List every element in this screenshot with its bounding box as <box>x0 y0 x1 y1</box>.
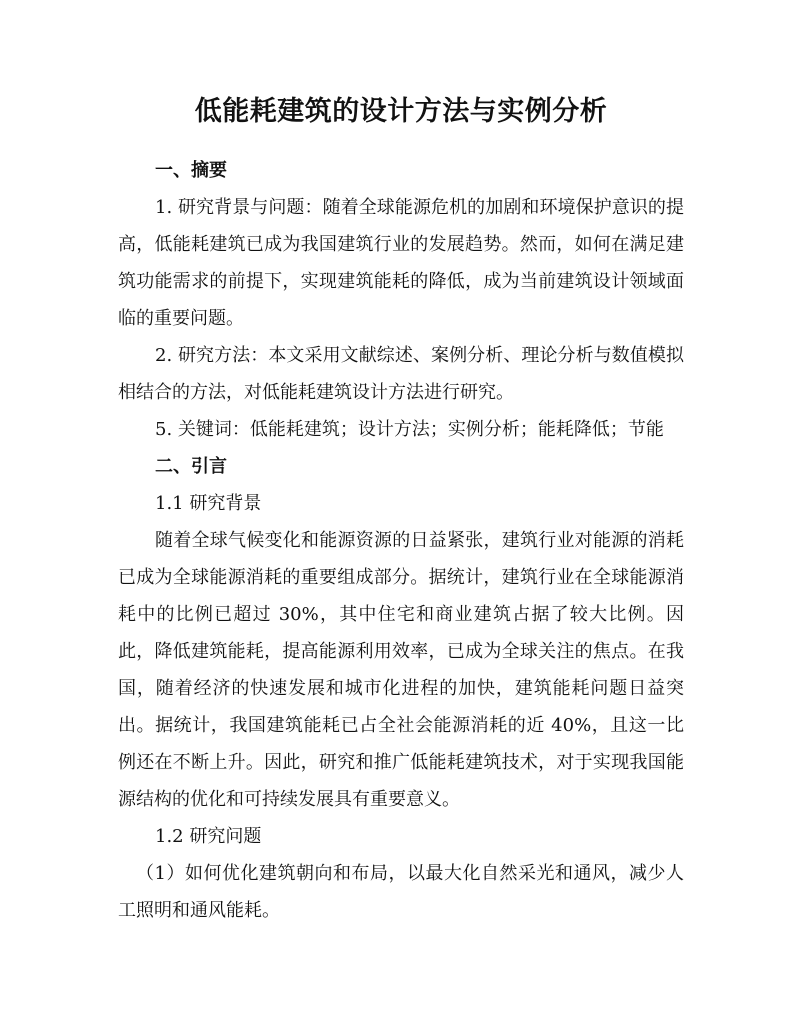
abstract-paragraph-keywords: 5. 关键词：低能耗建筑；设计方法；实例分析；能耗降低；节能 <box>155 419 664 440</box>
document-title: 低能耗建筑的设计方法与实例分析 <box>194 96 608 127</box>
intro-paragraph-background: 随着全球气候变化和能源资源的日益紧张，建筑行业对能源的消耗已成为全球能源消耗的重要组成部分。据统计，建筑行业在全球能源消耗中的比例已超过 30%，其中住宅和商业建筑占据了较大比例。因此，降低建筑能耗，提高能源利用效率，已成为全球关注的焦点。在我国，随着经济的快速发展和城市化进程的加快，建筑能耗问题日益突出。据统计，我国建筑能耗已占全社会能源消耗的近 40%，且这一比例还在不断上升。因此，研究和推广低能耗建筑技术，对于实现我国能源结构的优化和可持续发展具有重要意义。 <box>118 530 684 810</box>
abstract-paragraph-method: 2. 研究方法：本文采用文献综述、案例分析、理论分析与数值模拟相结合的方法，对低能耗建筑设计方法进行研究。 <box>118 345 684 403</box>
section-heading-intro: 二、引言 <box>155 456 227 477</box>
subsection-heading-questions: 1.2 研究问题 <box>155 826 262 847</box>
document-page <box>118 92 684 929</box>
question-item-1: （1）如何优化建筑朝向和布局，以最大化自然采光和通风，减少人工照明和通风能耗。 <box>118 863 684 921</box>
section-heading-abstract: 一、摘要 <box>155 160 227 181</box>
subsection-heading-background: 1.1 研究背景 <box>155 493 262 514</box>
abstract-paragraph-background: 1. 研究背景与问题：随着全球能源危机的加剧和环境保护意识的提高，低能耗建筑已成为我国建筑行业的发展趋势。然而，如何在满足建筑功能需求的前提下，实现建筑能耗的降低，成为当前建筑设计领域面临的重要问题。 <box>118 197 684 329</box>
